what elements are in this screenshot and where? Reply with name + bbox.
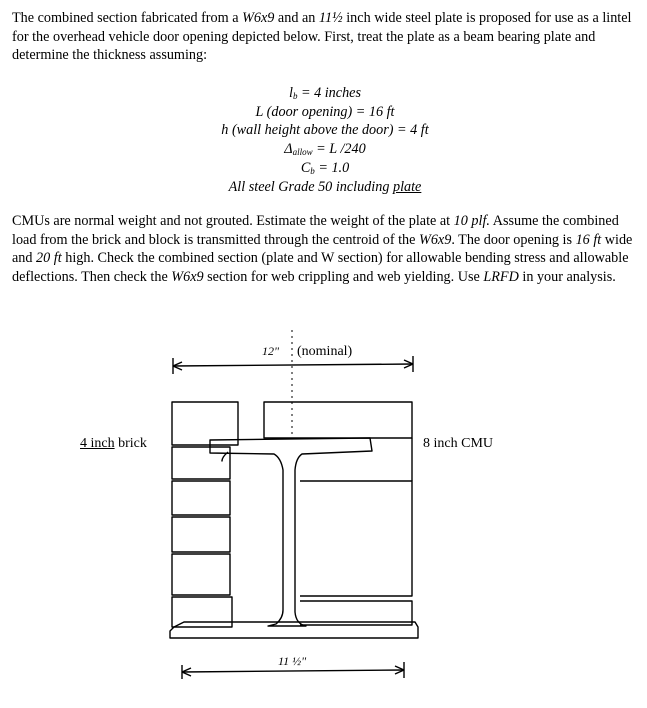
given-wall-height: h (wall height above the door) = 4 ft: [221, 122, 429, 139]
brick-size-link[interactable]: 4 inch: [80, 436, 115, 451]
lintel-drawing: [0, 320, 647, 703]
top-dimension-note: (nominal): [297, 344, 353, 359]
plate-width: 11½: [318, 10, 343, 26]
given-allowable-deflection: $\Delta_{allow} = L$ /240: [284, 141, 366, 158]
bottom-dimension-line: [182, 670, 404, 672]
cmu-label: 8 inch CMU: [423, 436, 493, 451]
section-designation: W6x9: [242, 10, 275, 26]
design-method: LRFD: [483, 268, 519, 285]
top-dimension-line: [173, 364, 413, 366]
brick-label: 4 inch brick: [80, 436, 147, 451]
door-height: 20 ft: [36, 250, 62, 266]
given-cb: $C_b = 1.0$: [300, 159, 350, 176]
given-steel-grade: All steel Grade 50 including plate: [228, 178, 422, 195]
cmu-blocks: [264, 402, 412, 625]
problem-intro: [12, 9, 637, 65]
door-width: 16 ft: [575, 231, 602, 248]
problem-instructions: CMUs are normal weight and not grouted. Estimate the weight of the plate at 10 plf. Assume the combined load from the brick and block is transmitted through the centroid of the W6x9. The door opening is 16 ft wide and 20 ft high. Check the combined section (plate and W section) for allowable bending stress and allowable deflections. Then check the W6x9 section for web crippling and web yielding. Use LRFD in your analysis.: [12, 213, 633, 285]
bottom-dimension-value: 11 ½": [278, 654, 307, 668]
given-door-opening: L (door opening) = 16 ft: [255, 103, 395, 120]
top-dimension-value: 12": [262, 344, 280, 358]
given-bearing-length: $l_b = 4$ inches: [288, 85, 361, 101]
plate-link[interactable]: plate: [392, 178, 422, 195]
intro-text-2: and an: [274, 10, 319, 26]
intro-text-1: The combined section fabricated from a: [12, 10, 243, 26]
given-values: [150, 84, 500, 196]
lintel-section-figure: [0, 320, 647, 703]
intro-text-3: inch wide steel plate is proposed for use as a lintel for the overhead vehicle door opening depicted below. First, treat the plate as a beam bearing plate and determine the thickness assuming:: [12, 10, 632, 63]
plate-weight: 10 plf.: [453, 213, 490, 229]
brick-units: [172, 402, 238, 627]
w-section: [210, 438, 372, 626]
